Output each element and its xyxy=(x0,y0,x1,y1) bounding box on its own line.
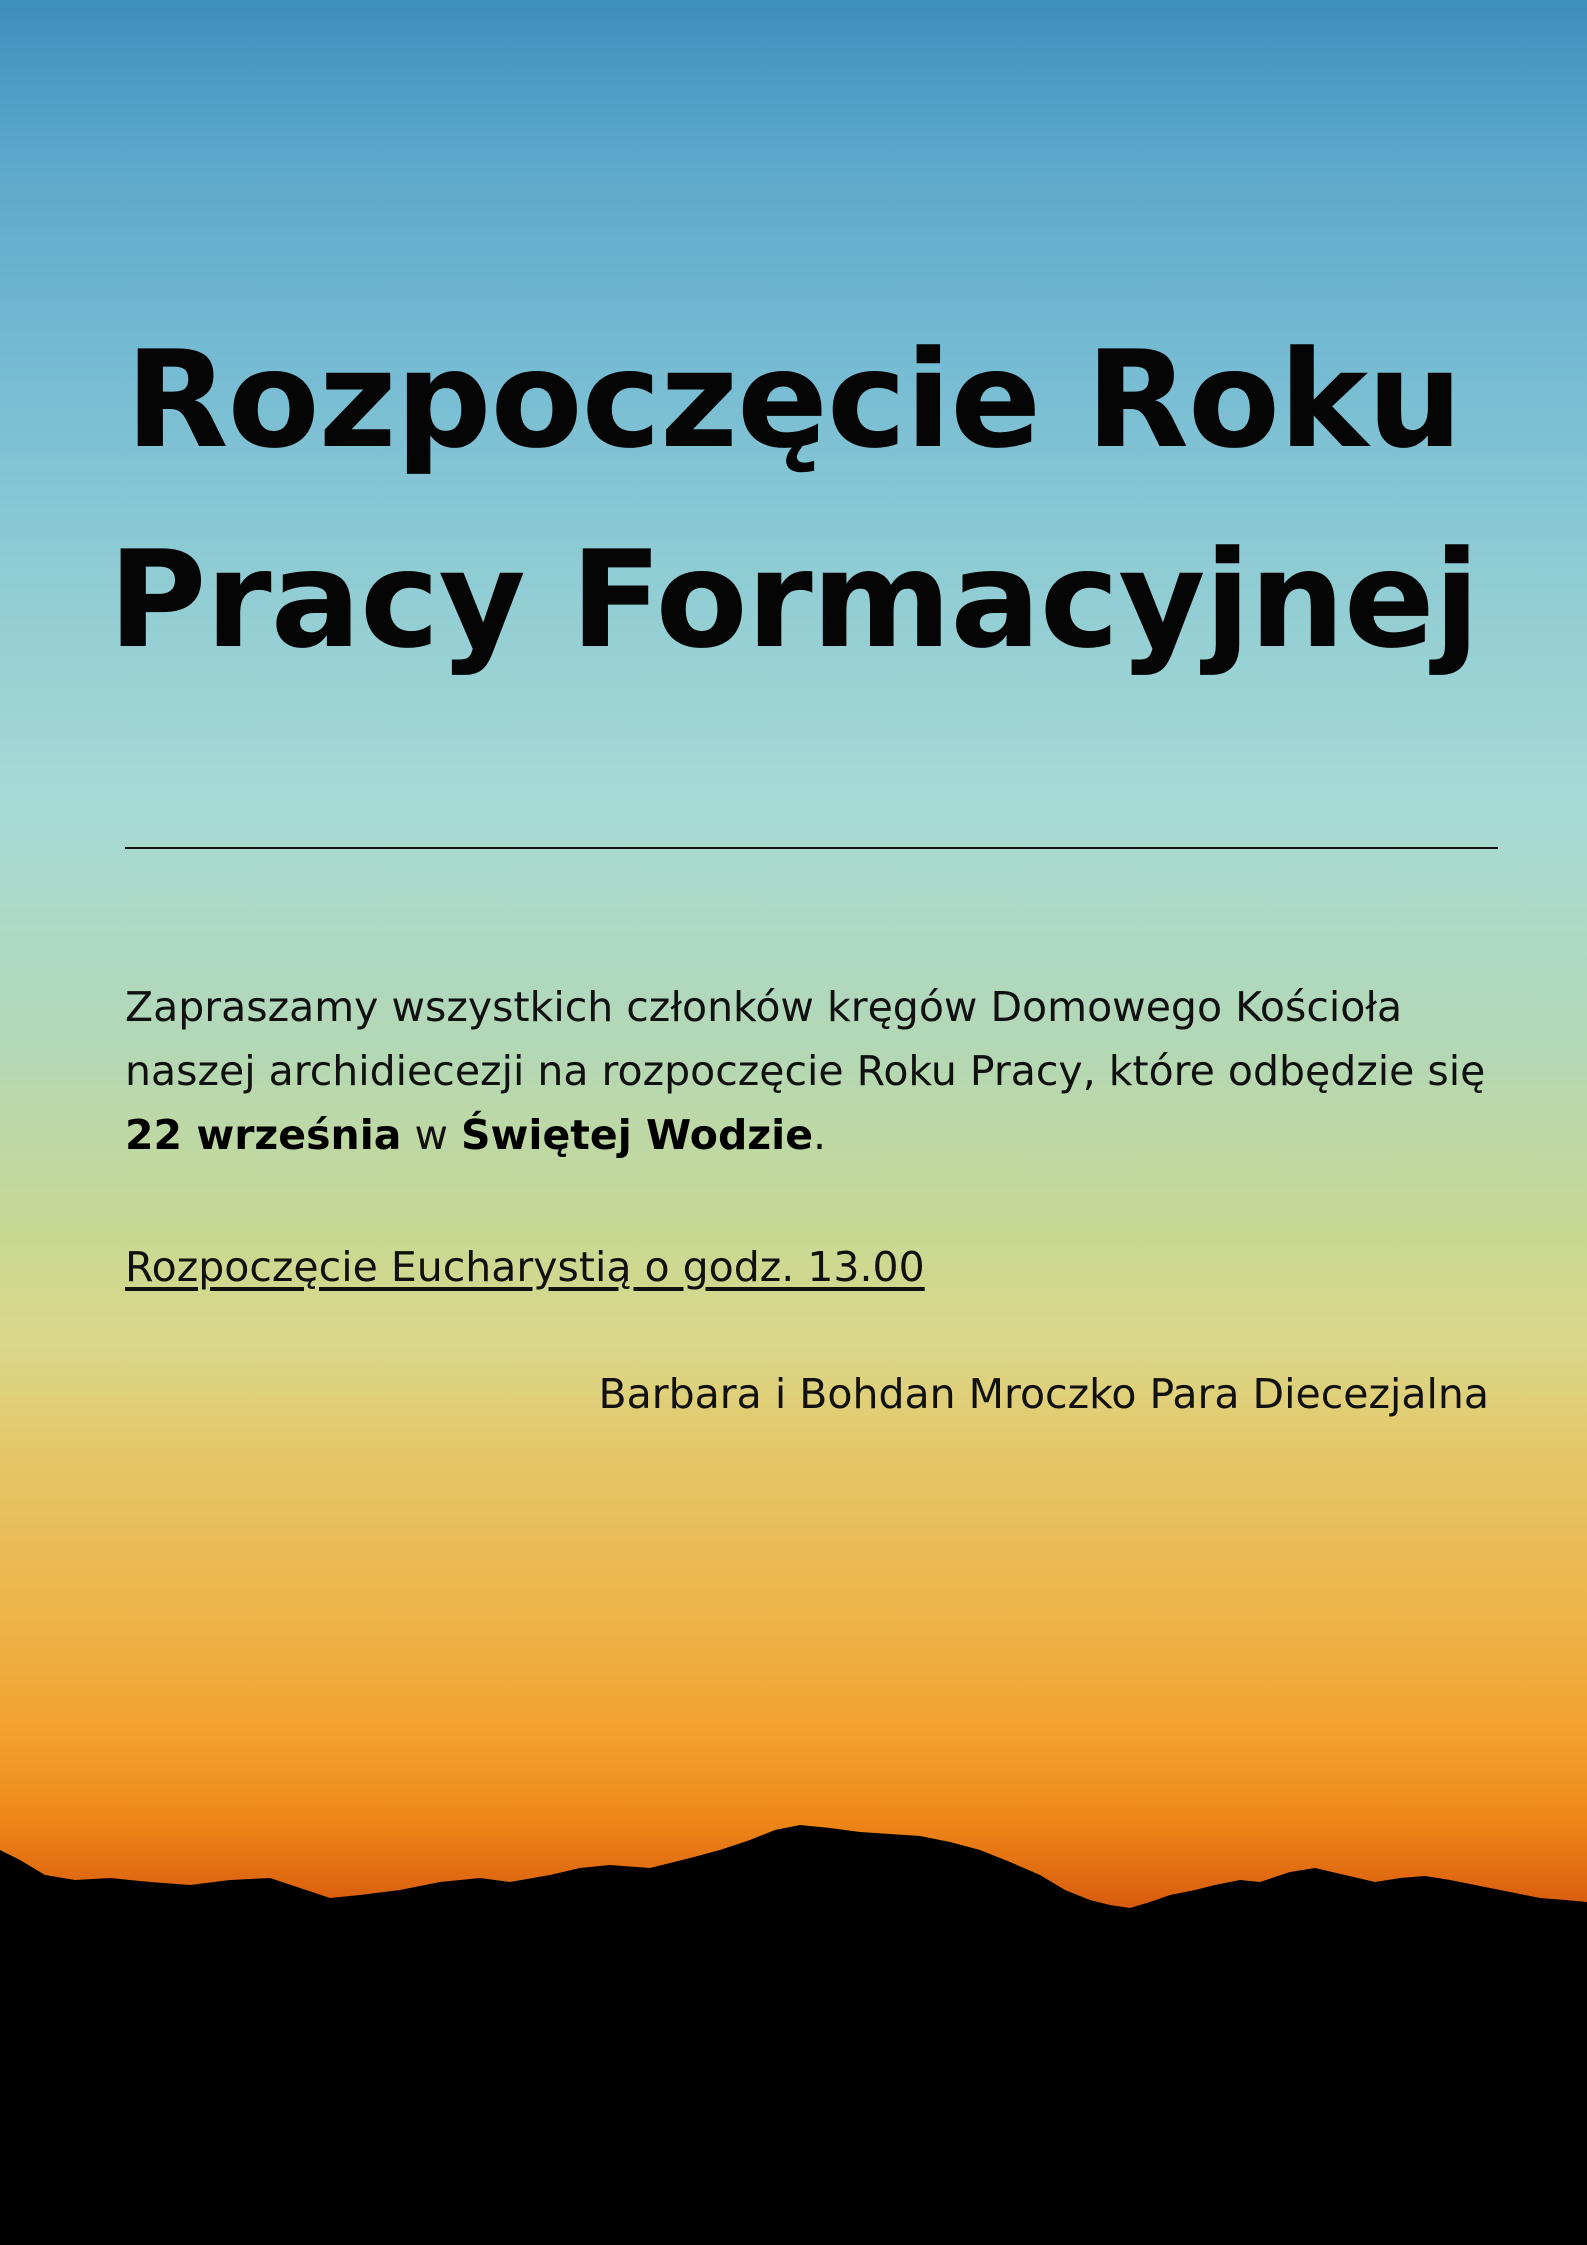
invitation-part1: Zapraszamy wszystkich członków kręgów Domowego Kościoła naszej archidiecezji na rozpoczęcie Roku Pracy, które odbędzie się xyxy=(125,983,1486,1095)
event-title-line1: Rozpoczęcie Roku xyxy=(125,322,1462,478)
mountain-silhouette xyxy=(0,1820,1587,2245)
event-title-line2: Pracy Formacyjnej xyxy=(108,522,1479,678)
invitation-part2: w xyxy=(401,1111,462,1159)
invitation-part3: . xyxy=(813,1111,827,1159)
mass-info: Rozpoczęcie Eucharystią o godz. 13.00 xyxy=(125,1243,925,1291)
signature: Barbara i Bohdan Mroczko Para Diecezjalna xyxy=(598,1370,1489,1418)
event-title xyxy=(0,300,1587,700)
event-date: 22 września xyxy=(125,1111,402,1159)
event-place: Świętej Wodzie xyxy=(461,1111,814,1159)
invitation-text xyxy=(125,975,1505,1167)
divider-line xyxy=(125,847,1498,849)
